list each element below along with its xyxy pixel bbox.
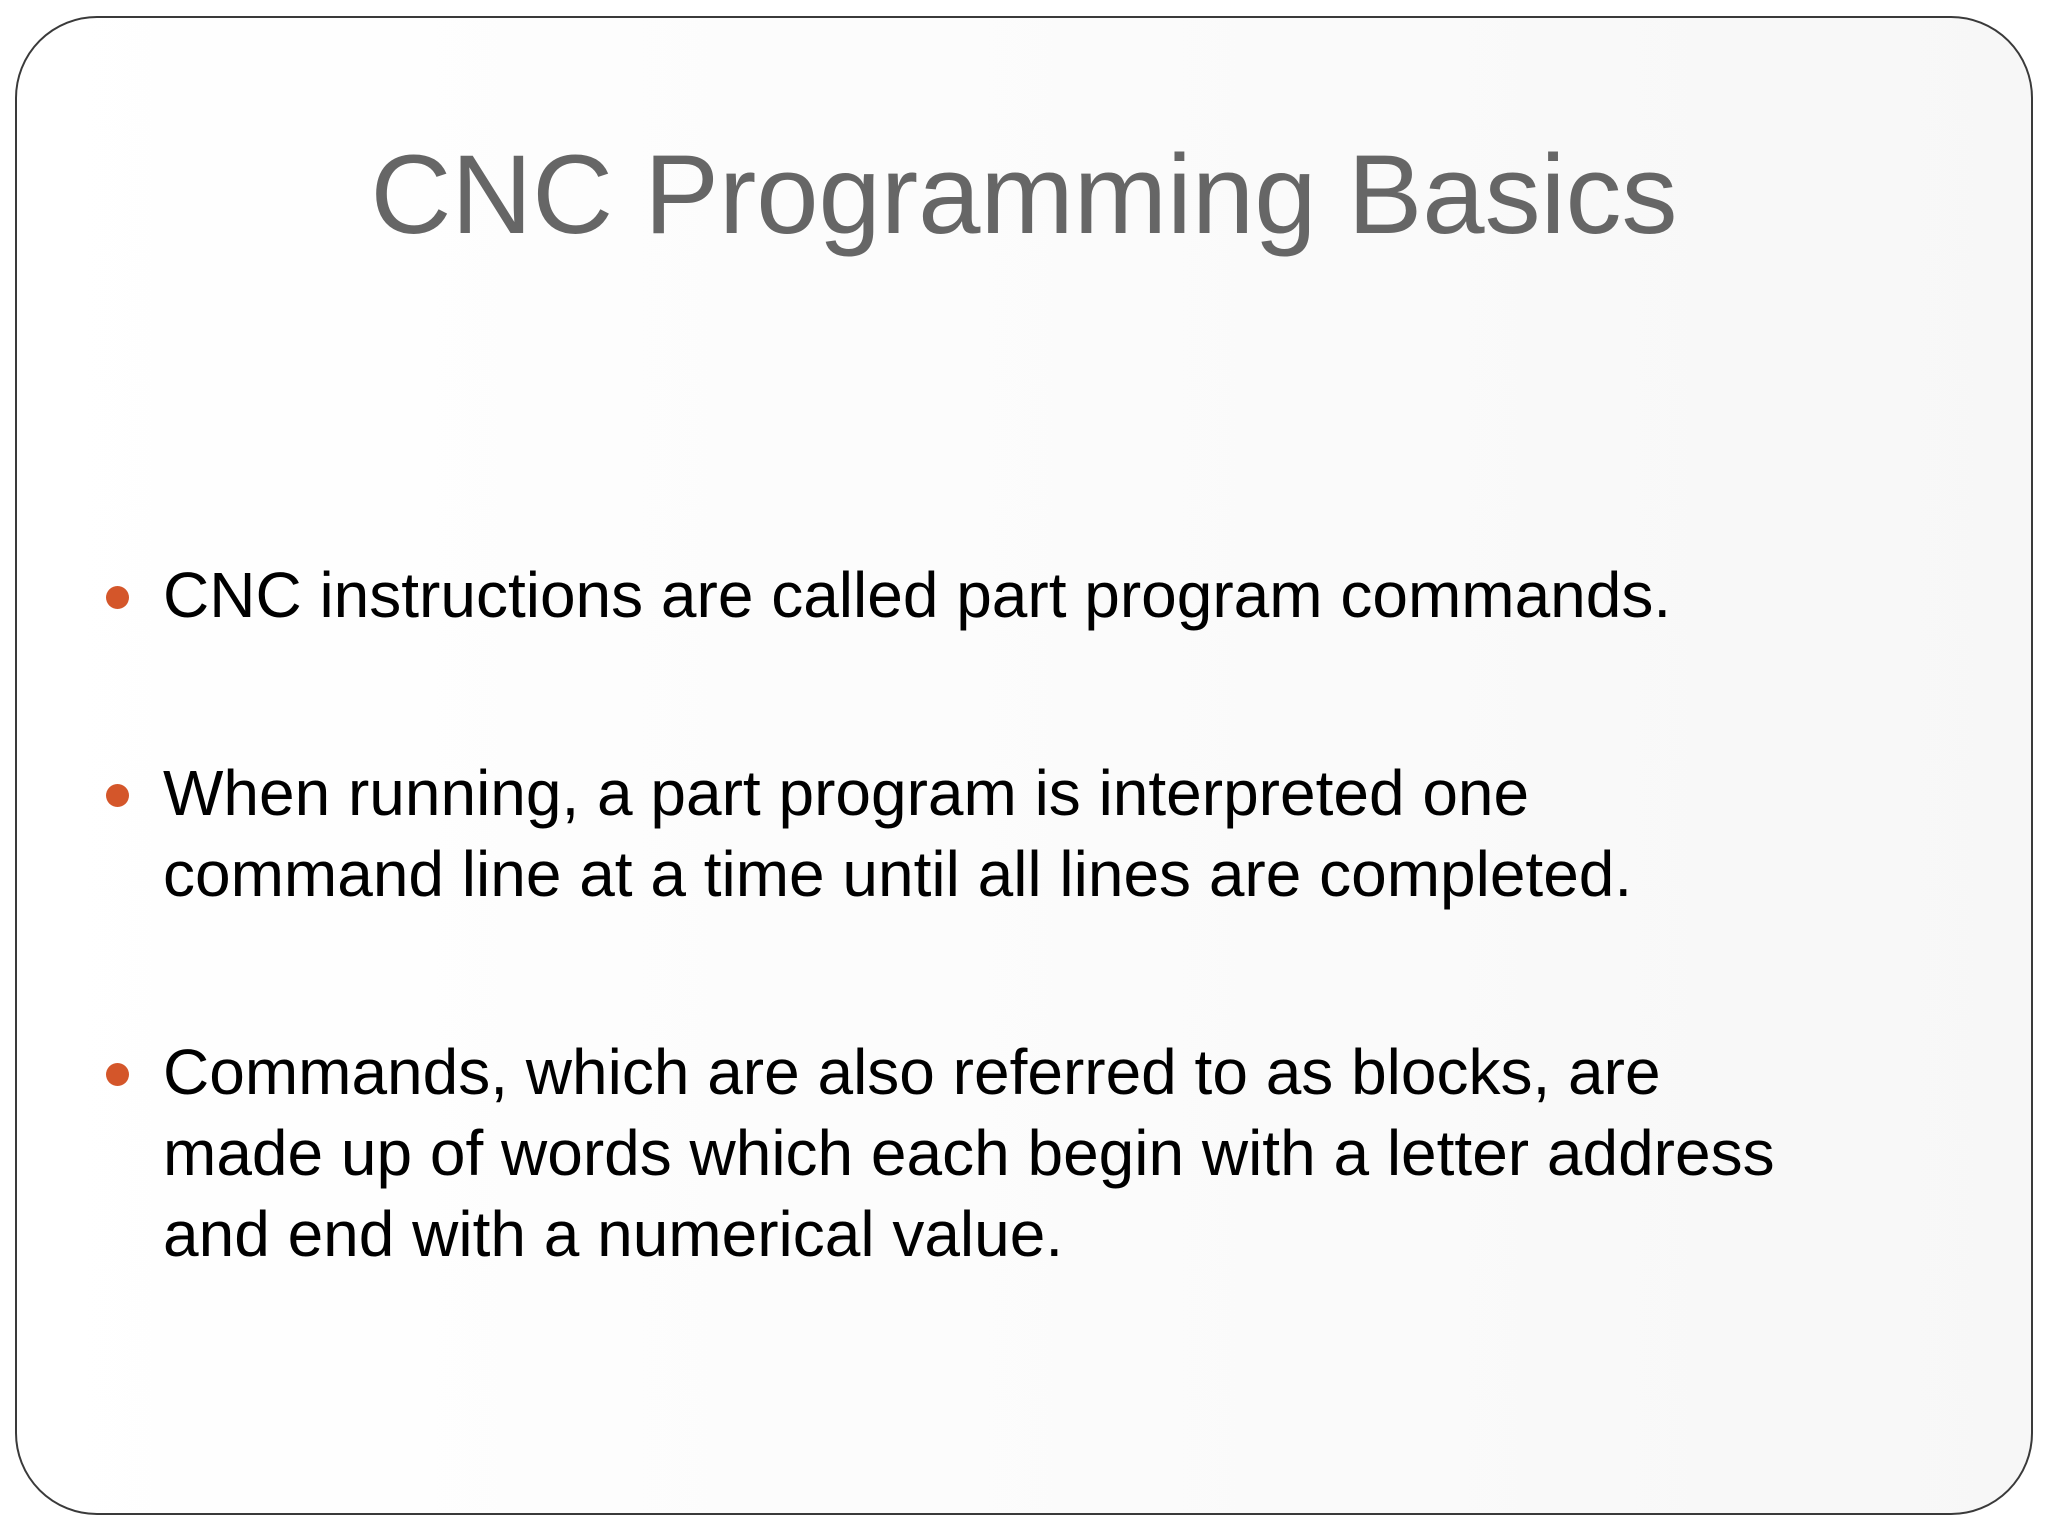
bullet-line: CNC instructions are called part program commands. xyxy=(163,559,1672,631)
bullet-dot-icon xyxy=(106,784,129,807)
bullet-line: Commands, which are also referred to as blocks, are xyxy=(163,1036,1661,1108)
bullet-dot-icon xyxy=(106,1063,129,1086)
bullet-line: When running, a part program is interpreted one xyxy=(163,757,1530,829)
bullet-text xyxy=(163,555,1950,636)
bullet-item-1 xyxy=(100,555,1950,636)
bullet-text xyxy=(163,1032,1950,1275)
slide-title: CNC Programming Basics xyxy=(370,132,1678,257)
bullet-text xyxy=(163,753,1950,915)
bullet-line: and end with a numerical value. xyxy=(163,1198,1064,1270)
bullet-item-2 xyxy=(100,753,1950,915)
bullet-list xyxy=(100,555,1950,1275)
bullet-line: made up of words which each begin with a letter address xyxy=(163,1117,1775,1189)
bullet-line: command line at a time until all lines are completed. xyxy=(163,838,1633,910)
bullet-dot-icon xyxy=(106,586,129,609)
bullet-item-3 xyxy=(100,1032,1950,1275)
